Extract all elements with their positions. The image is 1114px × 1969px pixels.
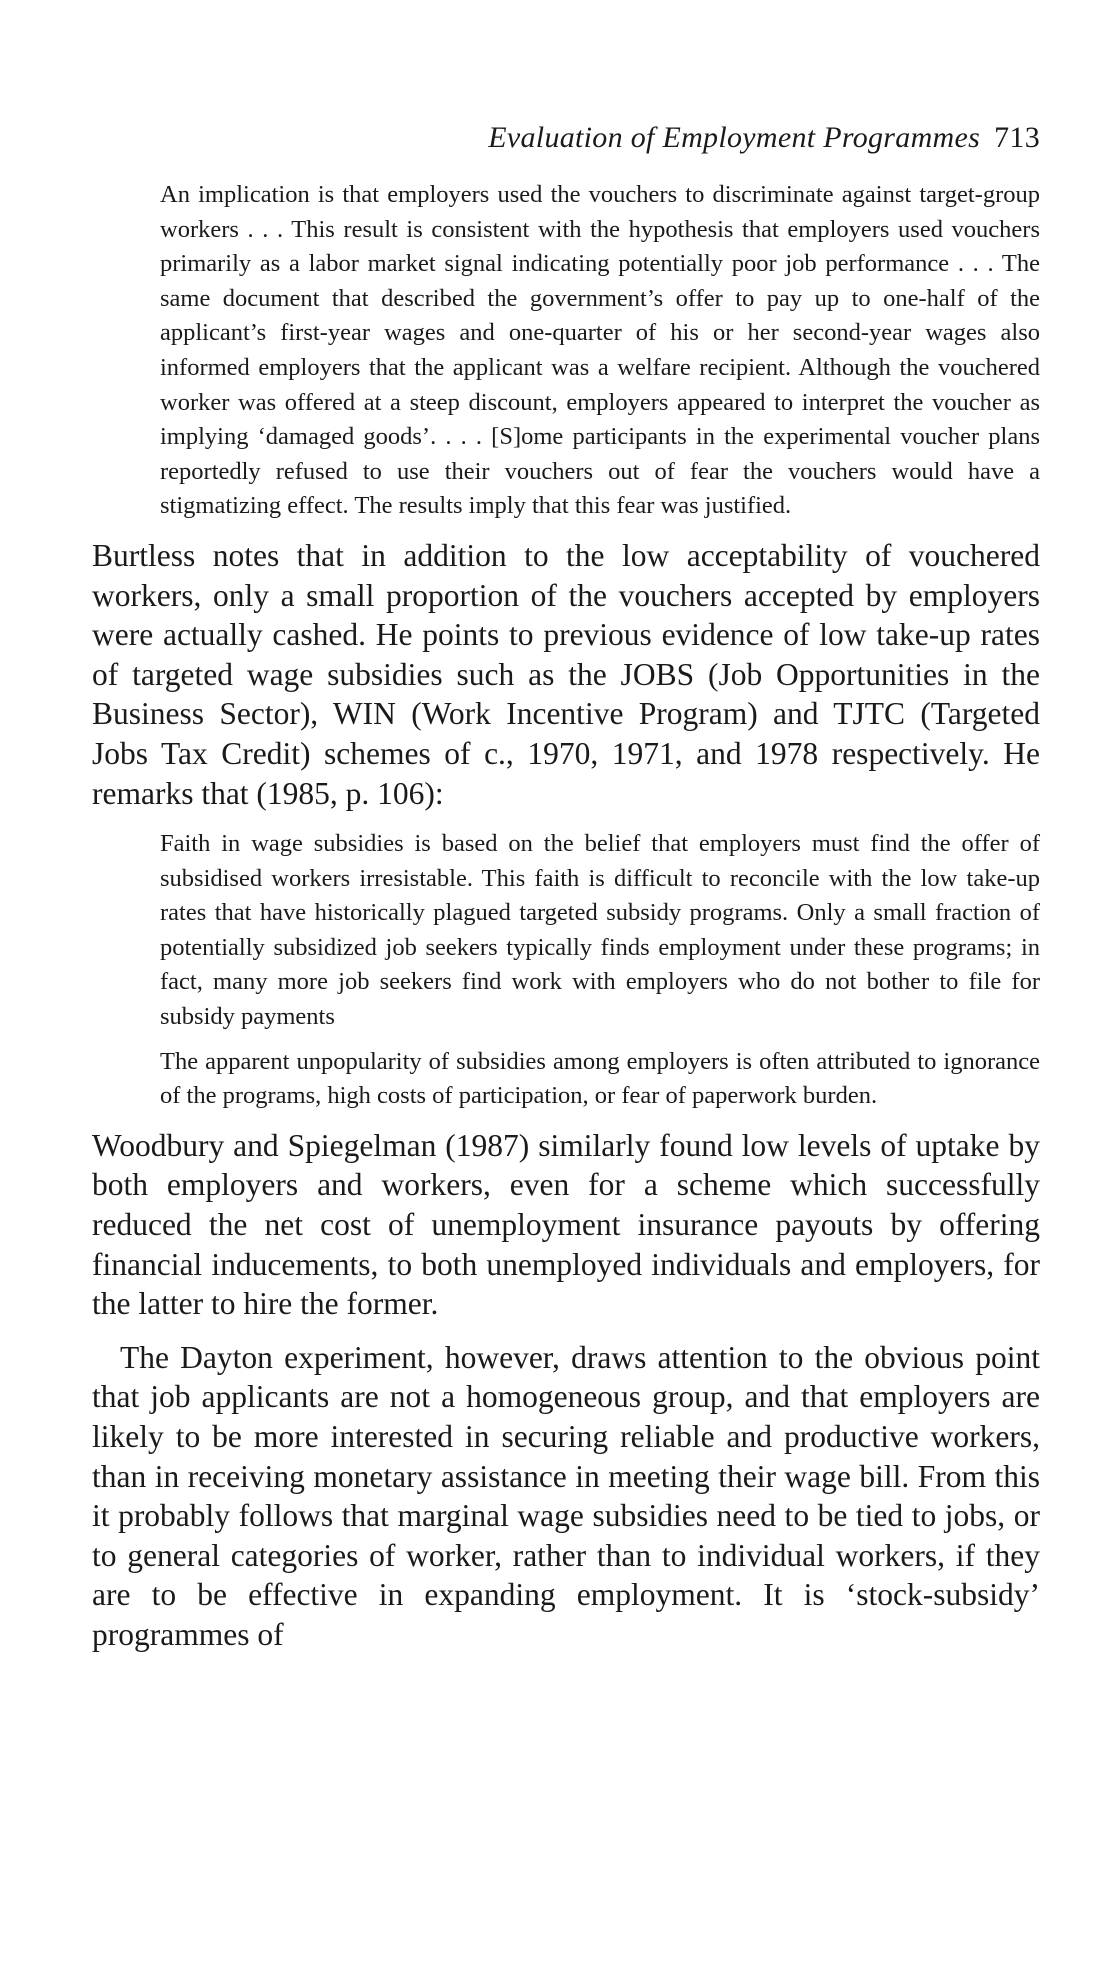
block-quote-2 bbox=[160, 827, 1040, 1035]
block-quote-1-text: An implication is that employers used the vouchers to discriminate against target-group workers . . . This result is consistent with the hypothesis that employers used vouchers primarily as a labor market signal indicating potentially poor job performance . . . The same document that described the government’s offer to pay up to one-half of the applicant’s first-year wages and one-quarter of his or her second-year wages also informed employers that the applicant was a welfare recipient. Although the vouchered worker was offered at a steep discount, employers appeared to interpret the voucher as implying ‘damaged goods’. . . . [S]ome participants in the experimental voucher plans reportedly refused to use their vouchers out of fear the vouchers would have a stigmatizing effect. The results imply that this fear was justified. bbox=[160, 181, 1040, 520]
block-quote-2-text-a: Faith in wage subsidies is based on the belief that employers must find the offer of subsidised workers irresistable. This faith is difficult to reconcile with the low take-up rates that have historically plagued targeted subsidy programs. Only a small fraction of potentially subsidized job seekers typically finds employment under these programs; in fact, many more job seekers find work with employers who do not bother to file for subsidy payments bbox=[160, 830, 1040, 1031]
book-page bbox=[92, 118, 1040, 1669]
block-quote-2-text-b: The apparent unpopularity of subsidies among employers is often attributed to ignorance of the programs, high costs of participation, or fear of paperwork burden. bbox=[160, 1047, 1040, 1110]
page-number: 713 bbox=[994, 121, 1040, 154]
paragraph-dayton: The Dayton experiment, however, draws attention to the obvious point that job applicants are not a homogeneous group, and that employers are likely to be more interested in securing reliable and productive workers, than in receiving monetary assistance in meeting their wage bill. From this it probably follows that marginal wage subsidies need to be tied to jobs, or to general categories of worker, rather than to individual workers, if they are to be effective in expanding employment. It is ‘stock-subsidy’ programmes of bbox=[92, 1339, 1040, 1652]
block-quote-2b bbox=[160, 1045, 1040, 1114]
running-title: Evaluation of Employment Programmes bbox=[488, 121, 981, 154]
paragraph-woodbury: Woodbury and Spiegelman (1987) similarly found low levels of uptake by both employers and workers, even for a scheme which successfully reduced the net cost of unemployment insurance payouts by offering financial inducements, to both unemployed individuals and employers, for the latter to hire the former. bbox=[92, 1127, 1040, 1322]
block-quote-1 bbox=[160, 178, 1040, 524]
paragraph-burtless: Burtless notes that in addition to the low acceptability of vouchered workers, only a small proportion of the vouchers accepted by employers were actually cashed. He points to previous evidence of low take-up rates of targeted wage subsidies such as the JOBS (Job Opportunities in the Business Sector), WIN (Work Incentive Program) and TJTC (Targeted Jobs Tax Credit) schemes of c., 1970, 1971, and 1978 respectively. He remarks that (1985, p. 106): bbox=[92, 537, 1040, 811]
running-head bbox=[92, 118, 1040, 158]
